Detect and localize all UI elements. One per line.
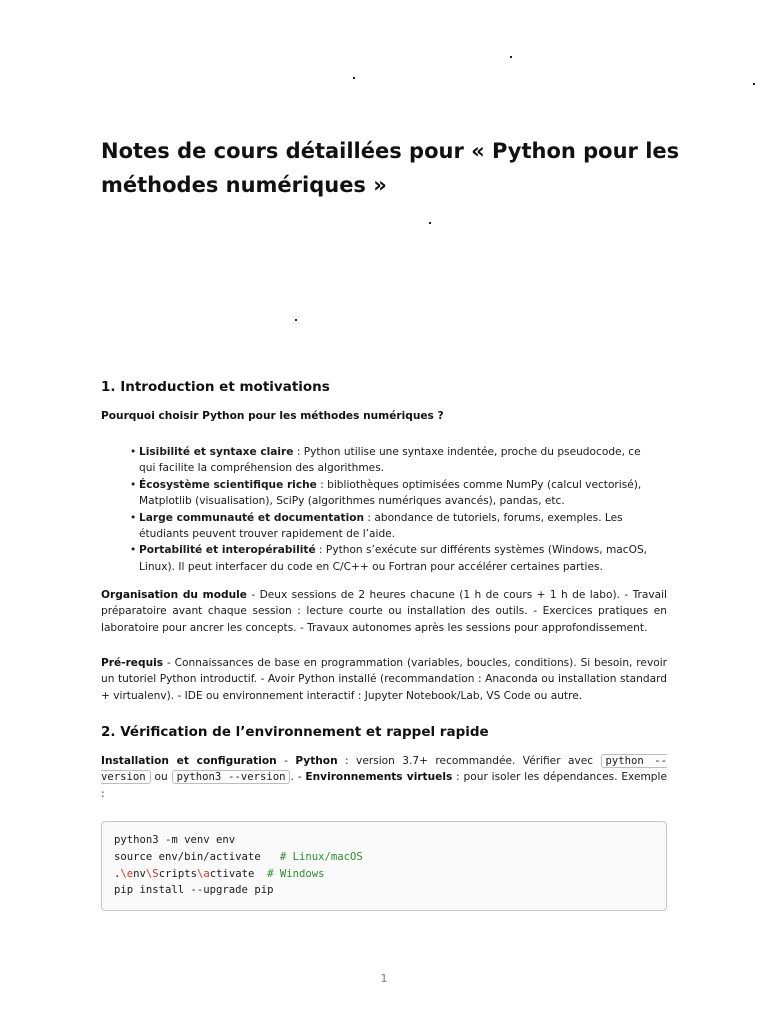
speck — [353, 77, 355, 79]
code-line: pip install --upgrade pip — [114, 884, 274, 897]
code-token: . — [114, 867, 121, 880]
list-item — [130, 444, 650, 477]
speck — [753, 83, 755, 85]
code-block — [101, 821, 667, 911]
code-line — [114, 851, 363, 863]
bullet-text: : Python s’exécute sur différents systèmes (Windows, macOS, Linux). Il peut interfacer du code en C/C++ ou Fortran pour accélérer certaines parties. — [139, 544, 648, 573]
speck — [429, 222, 431, 224]
prerequis-paragraph — [101, 655, 667, 704]
prerequis-text: - Connaissances de base en programmation (variables, boucles, conditions). Si besoin, revoir un tutoriel Python introductif. - Avoir Python installé (recommandation : Anaconda ou installation standard + virtualenv). - IDE ou environnement interactif : Jupyter Notebook/Lab, VS Code ou autre. — [101, 657, 667, 702]
page-title: Notes de cours détaillées pour « Python pour les méthodes numériques » — [101, 139, 680, 197]
list-item — [130, 510, 650, 543]
code-command: source env/bin/activate — [114, 850, 280, 863]
bullet-list — [130, 444, 650, 575]
conjunction: ou — [150, 771, 172, 784]
code-escape: \a — [196, 867, 210, 880]
speck — [510, 56, 512, 58]
code-token: cripts — [158, 867, 197, 880]
bullet-text: : bibliothèques optimisées comme NumPy (calcul vectorisé), Matplotlib (visualisation), SciPy (algorithmes numériques avancés), pandas, etc. — [139, 478, 642, 508]
code-line: python3 -m venv env — [114, 834, 236, 846]
bullet-text: : Python utilise une syntaxe indentée, proche du pseudocode, ce qui facilite la compréhension des algorithmes. — [139, 446, 641, 475]
python-term: Python — [295, 755, 338, 767]
section-heading-intro: 1. Introduction et motivations — [101, 379, 330, 395]
speck — [295, 319, 297, 321]
organisation-text: - Deux sessions de 2 heures chacune (1 h de cours + 1 h de labo). - Travail préparatoire avant chaque session : lecture courte ou installation des outils. - Exercices pratiques en laboratoire pour ancrer les concepts. - Travaux autonomes après les sessions pour approfondissement. — [101, 589, 667, 634]
bullet-term: Lisibilité et syntaxe claire — [139, 446, 294, 458]
install-text: : version 3.7+ recommandée. Vérifier avec — [337, 755, 601, 767]
venv-text: : pour isoler les dépendances. Exemple : — [101, 771, 667, 800]
bullet-term: Portabilité et interopérabilité — [139, 544, 316, 557]
organisation-paragraph — [101, 587, 667, 636]
list-item — [130, 542, 650, 575]
code-comment: # Windows — [267, 867, 325, 880]
bullet-term: Large communauté et documentation — [139, 511, 365, 524]
bullet-text: : abondance de tutoriels, forums, exemples. Les étudiants peuvent trouver rapidement de l’aide. — [139, 511, 623, 541]
prerequis-term: Pré-requis — [101, 657, 164, 669]
page-number: 1 — [380, 972, 388, 985]
code-comment: # Linux/macOS — [279, 850, 363, 863]
venv-term: Environnements virtuels — [305, 771, 453, 784]
code-token: nv — [133, 867, 146, 880]
bullet-term: Écosystème scientifique riche — [139, 478, 317, 491]
list-item — [130, 477, 650, 510]
organisation-term: Organisation du module — [101, 589, 247, 601]
installation-paragraph — [101, 753, 667, 802]
inline-code-python-version: python --version — [101, 755, 667, 784]
separator: - — [276, 755, 296, 767]
section-heading-env: 2. Vérification de l’environnement et rappel rapide — [101, 724, 489, 740]
code-escape: \e — [120, 867, 134, 880]
install-term: Installation et configuration — [101, 755, 277, 767]
section-lead: Pourquoi choisir Python pour les méthodes numériques ? — [101, 410, 444, 422]
inline-code-python3-version: python3 --version — [172, 770, 291, 784]
separator: . - — [290, 771, 306, 784]
code-token: ctivate — [209, 867, 268, 880]
code-line — [114, 868, 325, 880]
code-escape: \S — [145, 867, 159, 880]
